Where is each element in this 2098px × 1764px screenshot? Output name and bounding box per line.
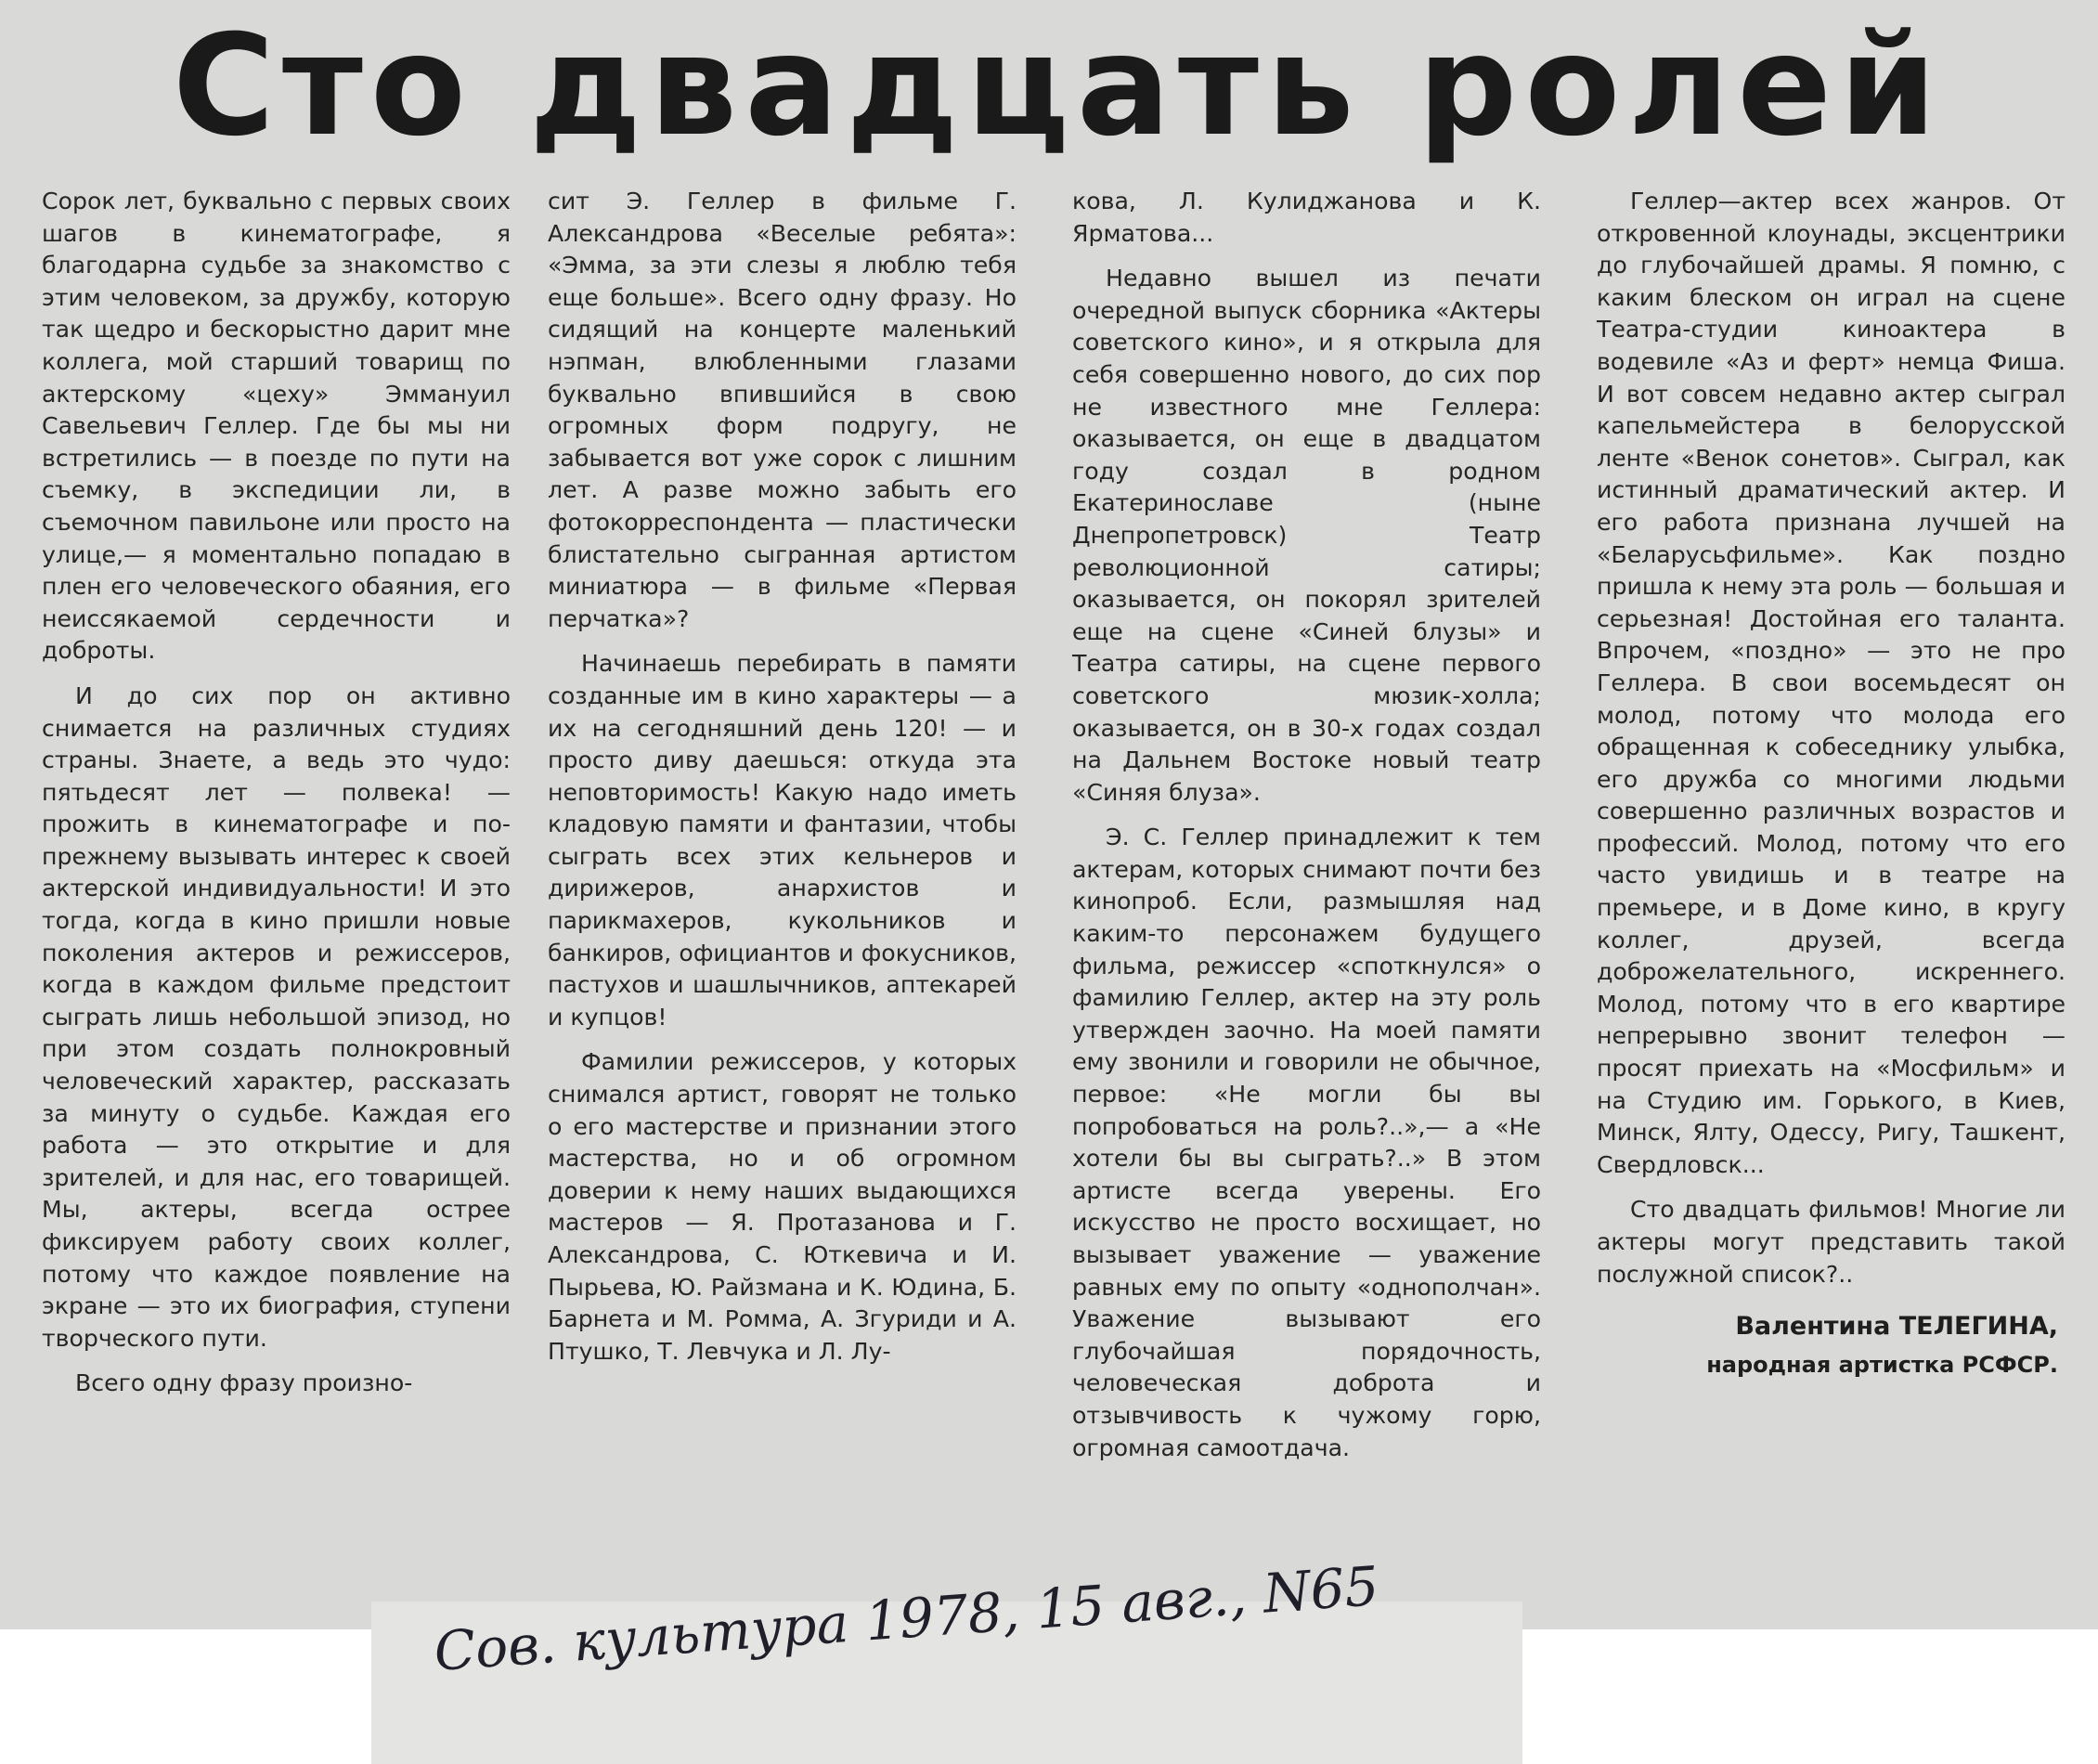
column-1-paragraph-1: Сорок лет, буквально с первых своих шагов в кинематографе, я благодарна судьбе за знакомство с этим человеком, за дружбу, которую так щедро и бескорыстно дарит мне коллега, мой старший товарищ по актерскому «цеху» Эммануил Савельевич Геллер. Где бы мы ни встретились — в поезде по пути на съемку, в экспедиции ли, в съемочном павильоне или просто на улице,— я моментально попадаю в плен его человеческого обаяния, его неиссякаемой сердечности и доброты. <box>42 188 511 665</box>
column-3-paragraph-2: Недавно вышел из печати очередной выпуск сборника «Актеры советского кино», и я открыла для себя совершенно нового, до сих пор не известного мне Геллера: оказывается, он еще в двадцатом году создал в родном Екатеринославе (ныне Днепропетровск) Театр революционной сатиры; оказывается, он покорял зрителей еще на сцене «Синей блузы» и Театра сатиры, на сцене первого советского мюзик-холла; оказывается, он в 30-х годах создал на Дальнем Востоке новый театр «Синяя блуза». <box>1072 265 1541 806</box>
handwritten-source-note: Сов. культура 1978, 15 авг., N65 <box>432 1554 1381 1683</box>
author-name: Валентина ТЕЛЕГИНА, <box>1735 1312 2058 1342</box>
article-column-4 <box>1597 186 2066 1381</box>
article-column-2 <box>548 186 1017 1381</box>
column-4-paragraph-1: Геллер—актер всех жанров. От откровенной клоунады, эксцентрики до глубочайшей драмы. Я помню, с каким блеском он играл на сцене Театра-студии киноактера в водевиле «Аз и ферт» немца Фиша. И вот совсем недавно актер сыграл капельмейстера в белорусской ленте «Венок сонетов». Сыграл, как истинный драматический актер. И его работа признана лучшей на «Беларусьфильме». Как поздно пришла к нему эта роль — большая и серьезная! Достойная его таланта. Впрочем, «поздно» — это не про Геллера. В свои восемьдесят он молод, потому что молода его обращенная к собеседнику улыбка, его дружба со многими людьми совершенно различных возрастов и профессий. Молод, потому что его часто увидишь и в театре на премьере, и в Доме кино, в кругу коллег, друзей, всегда доброжелательного, искреннего. Молод, потому что в его квартире непрерывно звонит телефон — просят приехать на «Мосфильм» и на Студию им. Горького, в Киев, Минск, Ялту, Одессу, Ригу, Ташкент, Свердловск... <box>1597 188 2066 1178</box>
article-column-3 <box>1072 186 1541 1477</box>
author-title: народная артистка РСФСР. <box>1706 1351 2058 1378</box>
column-1-paragraph-2: И до сих пор он активно снимается на различных студиях страны. Знаете, а ведь это чудо: пятьдесят лет — полвека! — прожить в кинематографе и по-прежнему вызывать интерес к своей актерской индивидуальности! И это тогда, когда в кино пришли новые поколения актеров и режиссеров, когда в каждом фильме предстоит сыграть лишь небольшой эпизод, но при этом создать полнокровный человеческий характер, рассказать за минуту о судьбе. Каждая его работа — это открытие и для зрителей, и для нас, его товарищей. Мы, актеры, всегда острее фиксируем работу своих коллег, потому что каждое появление на экране — это их биография, ступени творческого пути. <box>42 681 511 1352</box>
column-3-paragraph-3: Э. С. Геллер принадлежит к тем актерам, которых снимают почти без кинопроб. Если, размышляя над каким-то персонажем будущего фильма, режиссер «споткнулся» о фамилию Геллер, актер на эту роль утвержден заочно. На моей памяти ему звонили и говорили не обычное, первое: «Не могли бы вы попробоваться на роль?..»,— а «Не хотели бы вы сыграть?..» В этом артисте всегда уверены. Его искусство не просто восхищает, но вызывает уважение — уважение равных ему по опыту «однополчан». Уважение вызывают его глубочайшая порядочность, человеческая доброта и отзывчивость к чужому горю, огромная самоотдача. <box>1072 824 1541 1461</box>
article-headline: Сто двадцать ролей <box>172 5 1945 167</box>
column-2-paragraph-3: Фамилии режиссеров, у которых снимался артист, говорят не только о его мастерстве и признании этого мастерства, но и об огромном доверии к нему наших выдающихся мастеров — Я. Протазанова и Г. Александрова, С. Юткевича и И. Пырьева, Ю. Райзмана и К. Юдина, Б. Барнета и М. Ромма, А. Згуриди и А. Птушко, Т. Левчука и Л. Лу- <box>548 1048 1017 1365</box>
column-2-paragraph-1: сит Э. Геллер в фильме Г. Александрова «Веселые ребята»: «Эмма, за эти слезы я люблю тебя еще больше». Всего одну фразу. Но сидящий на концерте маленький нэпман, влюбленными глазами буквально впившийся в свою огромных форм подругу, не забывается вот уже сорок с лишним лет. А разве можно забыть его фотокорреспондента — пластически блистательно сыгранная артистом миниатюра — в фильме «Первая перчатка»? <box>548 188 1017 632</box>
column-2-paragraph-2: Начинаешь перебирать в памяти созданные им в кино характеры — а их на сегодняшний день 120! — и просто диву даешься: откуда эта неповторимость! Какую надо иметь кладовую памяти и фантазии, чтобы сыграть всех этих кельнеров и дирижеров, анархистов и парикмахеров, кукольников и банкиров, официантов и фокусников, пастухов и шашлычников, аптекарей и купцов! <box>548 650 1017 1031</box>
author-signature <box>1597 1311 2066 1381</box>
article-column-1 <box>42 186 511 1413</box>
column-1-paragraph-3: Всего одну фразу произно- <box>75 1369 413 1397</box>
column-4-paragraph-2: Сто двадцать фильмов! Многие ли актеры могут представить такой послужной список?.. <box>1597 1196 2066 1288</box>
column-3-paragraph-1: кова, Л. Кулиджанова и К. Ярматова... <box>1072 188 1541 247</box>
